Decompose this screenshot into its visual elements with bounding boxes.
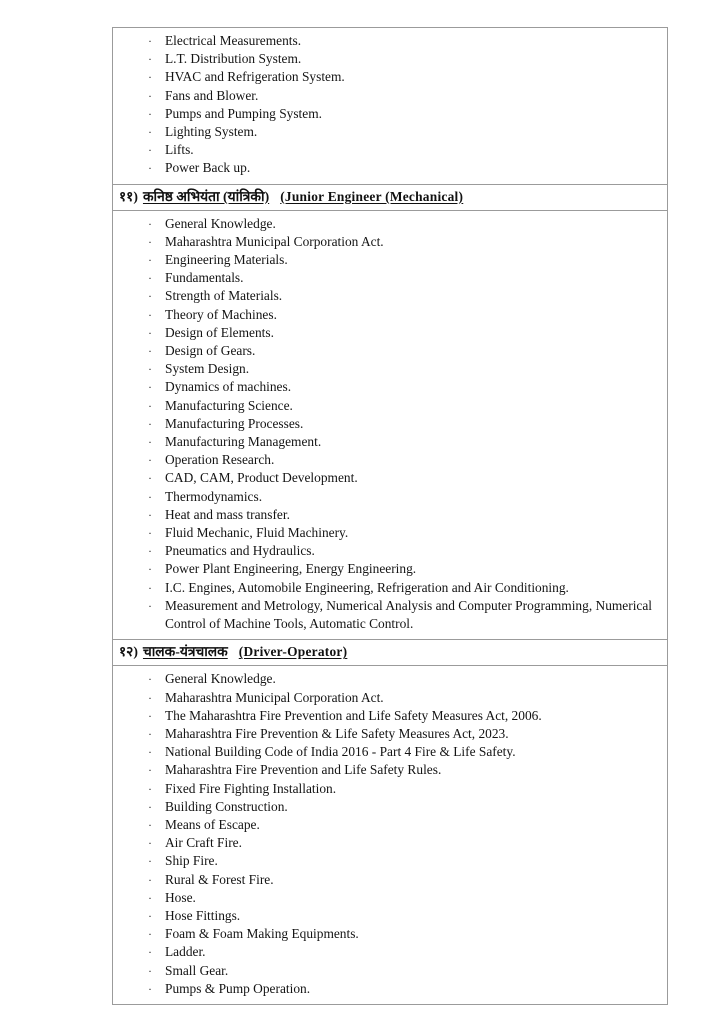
section-header-cell-driver-operator [113,640,668,666]
bullet-icon: · [148,945,152,960]
list-item [119,780,661,798]
bullet-icon: · [148,526,152,541]
list-item [119,415,661,433]
list-item [119,560,661,578]
bullet-icon: · [148,890,152,905]
list-item [119,251,661,269]
list-item [119,433,661,451]
section-number: १२) [119,644,138,660]
list-item [119,324,661,342]
bullet-icon: · [148,362,152,377]
list-item [119,707,661,725]
table-row [113,210,668,640]
topic-text: Building Construction. [165,798,288,814]
bullet-icon: · [148,34,152,48]
topic-text: Design of Gears. [165,343,256,359]
topic-text: Strength of Materials. [165,288,283,304]
bullet-icon: · [148,216,152,231]
list-item [119,159,661,177]
list-item [119,852,661,870]
topic-text: The Maharashtra Fire Prevention and Life Safety Measures Act, 2006. [165,707,542,723]
bullet-icon: · [148,271,152,286]
bullet-icon: · [148,344,152,359]
list-item [119,488,661,506]
topic-text: L.T. Distribution System. [165,51,302,67]
list-item [119,469,661,487]
bullet-icon: · [148,52,152,67]
topic-text: Fixed Fire Fighting Installation. [165,780,337,796]
topic-text: Manufacturing Management. [165,434,322,450]
topic-text: Lifts. [165,142,194,158]
list-item [119,871,661,889]
topic-list-1 [119,215,661,634]
topic-text: Maharashtra Municipal Corporation Act. [165,233,384,249]
topic-text: HVAC and Refrigeration System. [165,69,345,85]
bullet-icon: · [148,70,152,85]
topic-text: Foam & Foam Making Equipments. [165,926,359,942]
table-row [113,640,668,666]
list-item [119,215,661,233]
bullet-icon: · [148,854,152,869]
bullet-icon: · [148,872,152,887]
bullet-icon: · [148,672,152,687]
list-item [119,980,661,998]
topic-text: Fans and Blower. [165,87,259,103]
list-item [119,889,661,907]
topic-text: Means of Escape. [165,816,260,832]
bullet-icon: · [148,817,152,832]
bullet-icon: · [148,234,152,249]
table-row [113,184,668,210]
list-item [119,542,661,560]
bullet-icon: · [148,471,152,486]
topic-text: Pneumatics and Hydraulics. [165,543,315,559]
bullet-icon: · [148,799,152,814]
topic-text: Power Back up. [165,160,251,176]
topic-text: General Knowledge. [165,215,276,231]
bullet-icon: · [148,562,152,577]
list-item [119,306,661,324]
topic-text: Power Plant Engineering, Energy Engineering. [165,561,417,577]
topic-text: Hose. [165,889,196,905]
list-item [119,269,661,287]
topic-text: CAD, CAM, Product Development. [165,470,358,486]
list-item [119,579,661,597]
topic-text: Small Gear. [165,962,229,978]
topic-text: Dynamics of machines. [165,379,292,395]
bullet-icon: · [148,690,152,705]
list-item [119,834,661,852]
topic-text: Ship Fire. [165,853,218,869]
list-item [119,506,661,524]
topic-text: National Building Code of India 2016 - Part 4 Fire & Life Safety. [165,744,516,760]
topic-list-cell [113,210,668,640]
bullet-icon: · [148,453,152,468]
topic-text: Pumps and Pumping System. [165,105,322,121]
topic-text: Measurement and Metrology, Numerical Analysis and Computer Programming, Numerical Control of Machine Tools, Automatic Control. [165,597,653,632]
section-title-marathi: कनिष्ठ अभियंता (यांत्रिकी) [142,188,270,204]
bullet-icon: · [148,908,152,923]
section-title-english: (Driver-Operator) [238,644,348,660]
topic-text: Engineering Materials. [165,252,288,268]
section-header-cell-mechanical [113,184,668,210]
topic-list-cell [113,28,668,185]
bullet-icon: · [148,143,152,158]
syllabus-table [112,27,668,1005]
topic-text: Rural & Forest Fire. [165,871,274,887]
bullet-icon: · [148,253,152,268]
topic-text: Fundamentals. [165,270,244,286]
list-item [119,816,661,834]
bullet-icon: · [148,416,152,431]
topic-text: Manufacturing Processes. [165,415,304,431]
table-row [113,666,668,1005]
bullet-icon: · [148,763,152,778]
topic-text: Theory of Machines. [165,306,277,322]
list-item [119,725,661,743]
bullet-icon: · [148,726,152,741]
section-header-mechanical [119,188,661,206]
topic-text: Operation Research. [165,452,275,468]
bullet-icon: · [148,781,152,796]
bullet-icon: · [148,106,152,121]
topic-text: Air Craft Fire. [165,835,242,851]
list-item [119,743,661,761]
section-number: ११) [119,188,138,204]
list-item [119,233,661,251]
bullet-icon: · [148,88,152,103]
topic-text: Thermodynamics. [165,488,263,504]
bullet-icon: · [148,745,152,760]
list-item [119,798,661,816]
list-item [119,907,661,925]
topic-text: Hose Fittings. [165,907,241,923]
list-item [119,451,661,469]
topic-text: I.C. Engines, Automobile Engineering, Refrigeration and Air Conditioning. [165,579,569,595]
bullet-icon: · [148,489,152,504]
list-item [119,524,661,542]
section-title-english: (Junior Engineer (Mechanical) [280,188,464,204]
bullet-icon: · [148,125,152,140]
topic-text: Heat and mass transfer. [165,506,290,522]
bullet-icon: · [148,398,152,413]
list-item [119,123,661,141]
table-row [113,28,668,185]
list-item [119,32,661,50]
bullet-icon: · [148,963,152,978]
bullet-icon: · [148,580,152,595]
topic-text: Pumps & Pump Operation. [165,980,311,996]
syllabus-table-body [113,28,668,1005]
bullet-icon: · [148,161,152,176]
bullet-icon: · [148,836,152,851]
topic-list-0 [119,32,661,178]
section-header-driver-operator [119,643,661,661]
list-item [119,141,661,159]
topic-text: Design of Elements. [165,324,274,340]
topic-list-2 [119,670,661,998]
topic-text: Maharashtra Fire Prevention and Life Safety Rules. [165,762,442,778]
list-item [119,962,661,980]
bullet-icon: · [148,380,152,395]
topic-text: Electrical Measurements. [165,33,302,48]
list-item [119,87,661,105]
bullet-icon: · [148,708,152,723]
bullet-icon: · [148,544,152,559]
list-item [119,105,661,123]
bullet-icon: · [148,289,152,304]
list-item [119,670,661,688]
list-item [119,50,661,68]
bullet-icon: · [148,325,152,340]
list-item [119,943,661,961]
topic-text: System Design. [165,361,250,377]
bullet-icon: · [148,307,152,322]
list-item [119,597,661,633]
topic-list-cell [113,666,668,1005]
list-item [119,378,661,396]
bullet-icon: · [148,435,152,450]
bullet-icon: · [148,981,152,996]
topic-text: Maharashtra Municipal Corporation Act. [165,689,384,705]
bullet-icon: · [148,507,152,522]
topic-text: Manufacturing Science. [165,397,293,413]
bullet-icon: · [148,598,152,613]
list-item [119,287,661,305]
topic-text: Maharashtra Fire Prevention & Life Safety Measures Act, 2023. [165,725,509,741]
bullet-icon: · [148,927,152,942]
list-item [119,925,661,943]
topic-text: Fluid Mechanic, Fluid Machinery. [165,525,349,541]
topic-text: Ladder. [165,944,206,960]
list-item [119,689,661,707]
list-item [119,761,661,779]
list-item [119,68,661,86]
list-item [119,397,661,415]
list-item [119,342,661,360]
section-title-marathi: चालक-यंत्रचालक [142,644,228,660]
topic-text: General Knowledge. [165,671,276,687]
list-item [119,360,661,378]
topic-text: Lighting System. [165,124,258,140]
